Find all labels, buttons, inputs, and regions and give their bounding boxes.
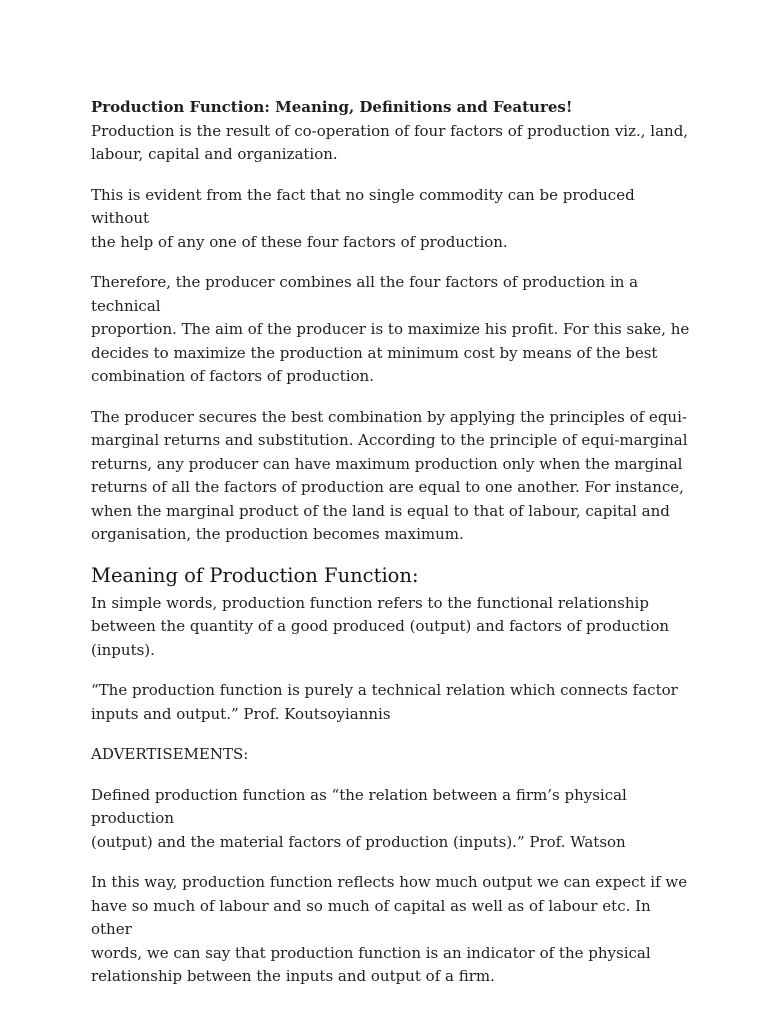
document-body xyxy=(91,96,691,989)
paragraph-conclusion: In this way, production function reflects how much output we can expect if we have so much of labour and so much of capital as well as of labour etc. In other words, we can say that production function is an indicator of the physical relationship between the inputs and output of a firm. xyxy=(91,873,688,985)
paragraph-intro-2: This is evident from the fact that no single commodity can be produced without the help of any one of these four factors of production. xyxy=(91,185,635,251)
paragraph-intro-3: Therefore, the producer combines all the four factors of production in a technical proportion. The aim of the producer is to maximize his profit. For this sake, he decides to maximize the production at minimum cost by means of the best combination of factors of production. xyxy=(91,273,690,385)
paragraph-meaning: In simple words, production function refers to the functional relationship between the quantity of a good produced (output) and factors of production (inputs). xyxy=(91,593,670,659)
advertisements-label: ADVERTISEMENTS: xyxy=(91,745,249,763)
section-heading: Meaning of Production Function: xyxy=(91,563,419,587)
document-title: Production Function: Meaning, Definitions and Features! xyxy=(91,98,573,116)
paragraph-intro-4: The producer secures the best combination by applying the principles of equi- marginal returns and substitution. According to the principle of equi-marginal returns, any producer can have maximum production only when the marginal returns of all the factors of production are equal to one another. For instance, when the marginal product of the land is equal to that of labour, capital and organisation, the production becomes maximum. xyxy=(91,407,688,543)
paragraph-intro-1: Production is the result of co-operation of four factors of production viz., land, labour, capital and organization. xyxy=(91,121,689,163)
quote-koutsoyiannis: “The production function is purely a technical relation which connects factor inputs and output.” Prof. Koutsoyiannis xyxy=(91,681,678,723)
quote-watson: Defined production function as “the relation between a firm’s physical production (output) and the material factors of production (inputs).” Prof. Watson xyxy=(91,785,627,851)
